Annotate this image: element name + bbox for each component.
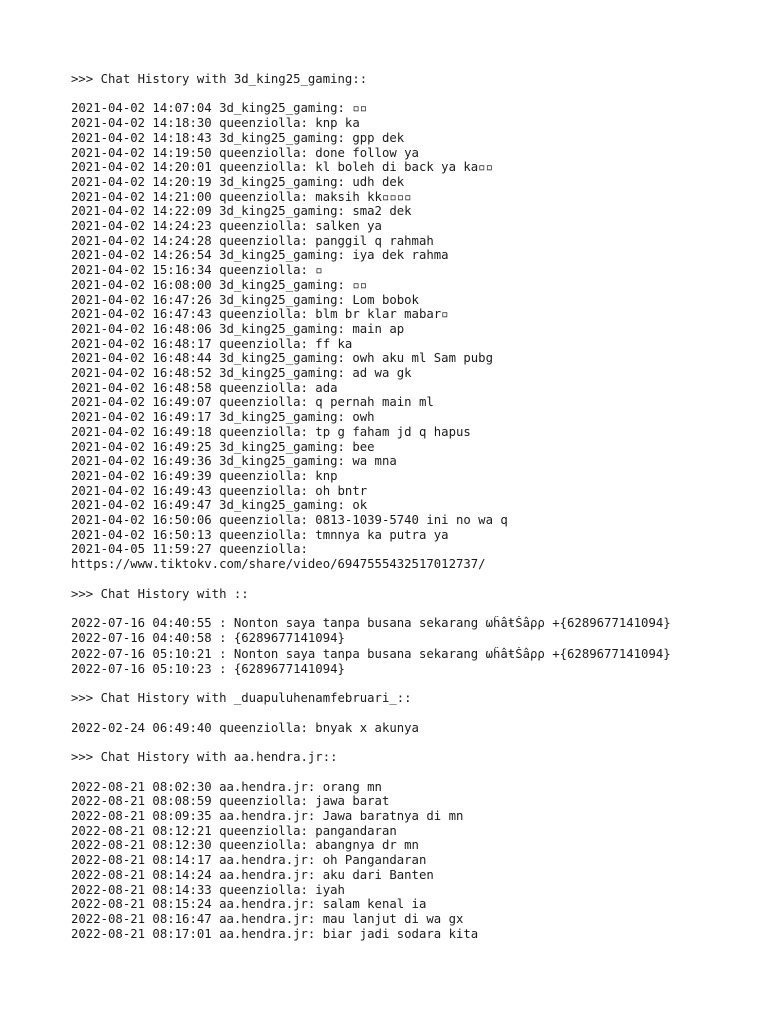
section-header: >>> Chat History with _duapuluhenamfebruari_:: — [71, 691, 412, 706]
chat-section-3d-king25-gaming — [71, 72, 751, 572]
message-line: 2021-04-02 16:49:36 3d_king25_gaming: wa mna — [71, 454, 397, 469]
message-line: 2021-04-02 16:48:44 3d_king25_gaming: owh aku ml Sam pubg — [71, 351, 493, 366]
message-line: 2021-04-02 16:49:07 queenziolla: q pernah main ml — [71, 395, 434, 410]
message-line: 2021-04-02 14:20:19 3d_king25_gaming: udh dek — [71, 174, 405, 189]
message-line: 2021-04-02 16:49:47 3d_king25_gaming: ok — [71, 498, 368, 513]
message-line: 2022-07-16 05:10:21 : Nonton saya tanpa busana sekarang ωĥâŧŠâρρ +{6289677141094} — [71, 647, 671, 662]
message-link-line: https://www.tiktokv.com/share/video/6947555432517012737/ — [71, 557, 486, 572]
message-line: 2022-07-16 04:40:58 : {6289677141094} — [71, 630, 345, 645]
message-line: 2022-07-16 05:10:23 : {6289677141094} — [71, 662, 345, 677]
message-line: 2022-08-21 08:12:30 queenziolla: abangnya dr mn — [71, 838, 419, 853]
message-line: 2022-08-21 08:14:33 queenziolla: iyah — [71, 882, 345, 897]
message-line: 2021-04-02 16:50:13 queenziolla: tmnnya ka putra ya — [71, 527, 449, 542]
message-line: 2021-04-02 14:24:23 queenziolla: salken ya — [71, 219, 382, 234]
chat-section-unnamed — [71, 587, 751, 677]
message-line: 2021-04-02 16:48:17 queenziolla: ff ka — [71, 336, 353, 351]
message-line: 2022-07-16 04:40:55 : Nonton saya tanpa busana sekarang ωĥâŧŠâρρ +{6289677141094} — [71, 615, 671, 630]
message-line: 2022-02-24 06:49:40 queenziolla: bnyak x akunya — [71, 720, 419, 735]
message-line: 2021-04-02 14:20:01 queenziolla: kl boleh di back ya ka▫▫ — [71, 160, 493, 175]
message-line: 2021-04-05 11:59:27 queenziolla: — [71, 542, 308, 557]
message-list — [71, 616, 751, 677]
message-line: 2021-04-02 14:19:50 queenziolla: done follow ya — [71, 145, 419, 160]
message-line: 2021-04-02 16:49:17 3d_king25_gaming: owh — [71, 410, 375, 425]
section-header: >>> Chat History with 3d_king25_gaming:: — [71, 72, 368, 86]
message-line: 2022-08-21 08:09:35 aa.hendra.jr: Jawa baratnya di mn — [71, 809, 464, 824]
message-line: 2022-08-21 08:02:30 aa.hendra.jr: orang mn — [71, 779, 382, 794]
message-line: 2021-04-02 16:47:43 queenziolla: blm br klar mabar▫ — [71, 307, 449, 322]
message-line: 2021-04-02 16:48:58 queenziolla: ada — [71, 380, 338, 395]
message-line: 2022-08-21 08:12:21 queenziolla: pangandaran — [71, 823, 397, 838]
message-line: 2022-08-21 08:14:17 aa.hendra.jr: oh Pangandaran — [71, 853, 427, 868]
message-line: 2021-04-02 14:26:54 3d_king25_gaming: iya dek rahma — [71, 248, 449, 263]
section-header: >>> Chat History with aa.hendra.jr:: — [71, 750, 338, 765]
message-line: 2021-04-02 14:07:04 3d_king25_gaming: ▫▫ — [71, 101, 368, 116]
message-line: 2021-04-02 16:49:39 queenziolla: knp — [71, 468, 338, 483]
message-line: 2021-04-02 16:48:52 3d_king25_gaming: ad wa gk — [71, 366, 412, 381]
chat-history-document — [71, 72, 751, 956]
message-line: 2022-08-21 08:14:24 aa.hendra.jr: aku dari Banten — [71, 867, 434, 882]
message-line: 2022-08-21 08:17:01 aa.hendra.jr: biar jadi sodara kita — [71, 926, 479, 941]
message-line: 2021-04-02 14:22:09 3d_king25_gaming: sma2 dek — [71, 204, 412, 219]
message-line: 2021-04-02 15:16:34 queenziolla: ▫ — [71, 263, 323, 278]
chat-section-aa-hendra-jr — [71, 750, 751, 941]
message-list — [71, 780, 751, 942]
chat-section-duapuluhenamfebruari — [71, 691, 751, 735]
message-line: 2021-04-02 16:50:06 queenziolla: 0813-1039-5740 ini no wa q — [71, 513, 508, 528]
message-line: 2021-04-02 14:24:28 queenziolla: panggil q rahmah — [71, 233, 434, 248]
message-line: 2022-08-21 08:08:59 queenziolla: jawa barat — [71, 794, 390, 809]
section-header: >>> Chat History with :: — [71, 586, 249, 601]
message-line: 2021-04-02 16:08:00 3d_king25_gaming: ▫▫ — [71, 277, 368, 292]
message-line: 2021-04-02 14:18:30 queenziolla: knp ka — [71, 116, 360, 131]
message-line: 2021-04-02 16:49:25 3d_king25_gaming: bee — [71, 439, 375, 454]
message-list — [71, 101, 751, 572]
message-line: 2021-04-02 16:49:43 queenziolla: oh bntr — [71, 483, 368, 498]
message-line: 2022-08-21 08:15:24 aa.hendra.jr: salam kenal ia — [71, 897, 427, 912]
message-line: 2021-04-02 16:47:26 3d_king25_gaming: Lom bobok — [71, 292, 419, 307]
message-list — [71, 721, 751, 736]
message-line: 2021-04-02 14:18:43 3d_king25_gaming: gpp dek — [71, 130, 405, 145]
message-line: 2021-04-02 16:49:18 queenziolla: tp g faham jd q hapus — [71, 424, 471, 439]
message-line: 2022-08-21 08:16:47 aa.hendra.jr: mau lanjut di wa gx — [71, 911, 464, 926]
message-line: 2021-04-02 14:21:00 queenziolla: maksih kk▫▫▫▫ — [71, 189, 412, 204]
message-line: 2021-04-02 16:48:06 3d_king25_gaming: main ap — [71, 321, 405, 336]
